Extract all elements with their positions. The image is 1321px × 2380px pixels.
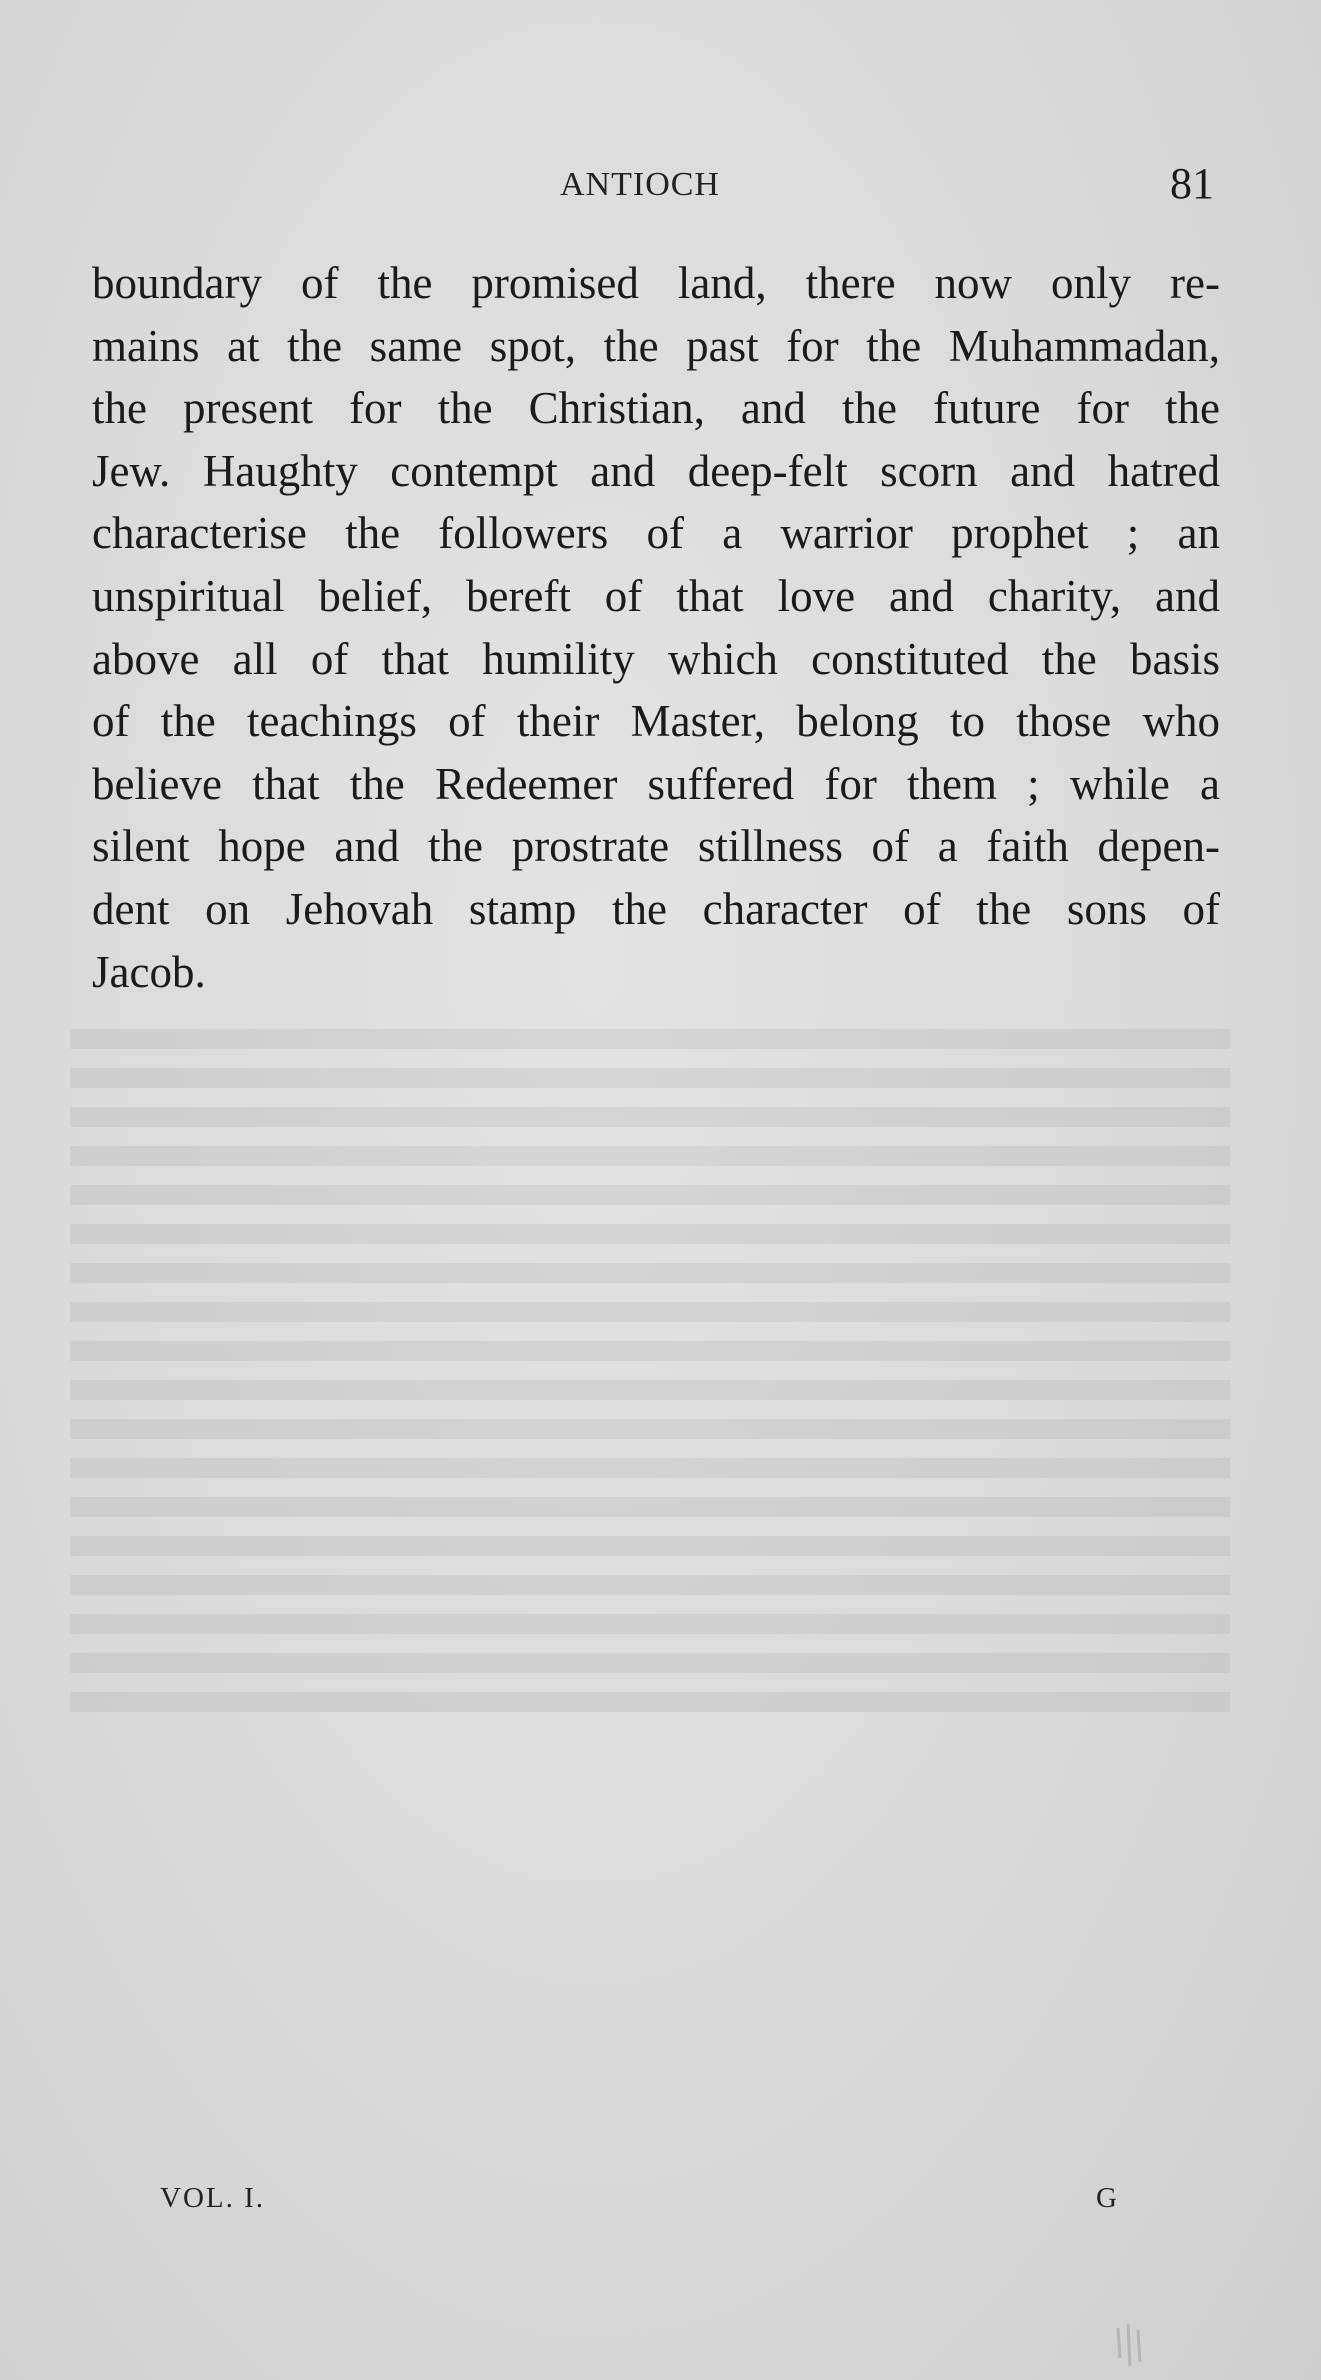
bleed-line [70, 1185, 1230, 1205]
bleed-line [70, 1692, 1230, 1712]
running-head [0, 158, 1321, 208]
bleed-line [70, 1653, 1230, 1673]
text-line: of the teachings of their Master, belong to those who [92, 696, 1220, 747]
bleed-line [70, 1029, 1230, 1049]
bleed-line [70, 1458, 1230, 1478]
bleed-line [70, 1224, 1230, 1244]
text-line: silent hope and the prostrate stillness of a faith depen- [92, 821, 1220, 872]
bleed-line [70, 1146, 1230, 1166]
text-line: Jew. Haughty contempt and deep-felt scorn and hatred [92, 445, 1220, 496]
running-title: ANTIOCH [560, 166, 720, 203]
bleed-line [70, 1068, 1230, 1088]
text-line: believe that the Redeemer suffered for them ; while a [92, 758, 1220, 809]
bleed-line [70, 1341, 1230, 1361]
page-number: 81 [1170, 159, 1214, 208]
show-through-bleed [70, 1010, 1230, 2140]
bleed-line [70, 1497, 1230, 1517]
bleed-line [70, 1575, 1230, 1595]
text-line: the present for the Christian, and the future for the [92, 383, 1220, 434]
bleed-line [70, 1419, 1230, 1439]
text-line: unspiritual belief, bereft of that love and charity, and [92, 570, 1220, 621]
text-line: above all of that humility which constituted the basis [92, 633, 1220, 684]
bleed-line [70, 1380, 1230, 1400]
text-line: dent on Jehovah stamp the character of the sons of [92, 883, 1220, 934]
bleed-line [70, 1536, 1230, 1556]
bleed-line [70, 1263, 1230, 1283]
bleed-line [70, 1107, 1230, 1127]
binding-thread-mark [1110, 2318, 1150, 2378]
text-line: boundary of the promised land, there now only re- [92, 258, 1220, 308]
volume-signature: VOL. I. [160, 2182, 266, 2214]
bleed-line [70, 1302, 1230, 1322]
bleed-line [70, 1614, 1230, 1634]
text-line-last: Jacob. [92, 946, 206, 997]
body-paragraph [92, 252, 1220, 1003]
gathering-mark: G [1096, 2182, 1117, 2214]
text-line: mains at the same spot, the past for the Muhammadan, [92, 320, 1220, 371]
text-line: characterise the followers of a warrior prophet ; an [92, 508, 1220, 559]
